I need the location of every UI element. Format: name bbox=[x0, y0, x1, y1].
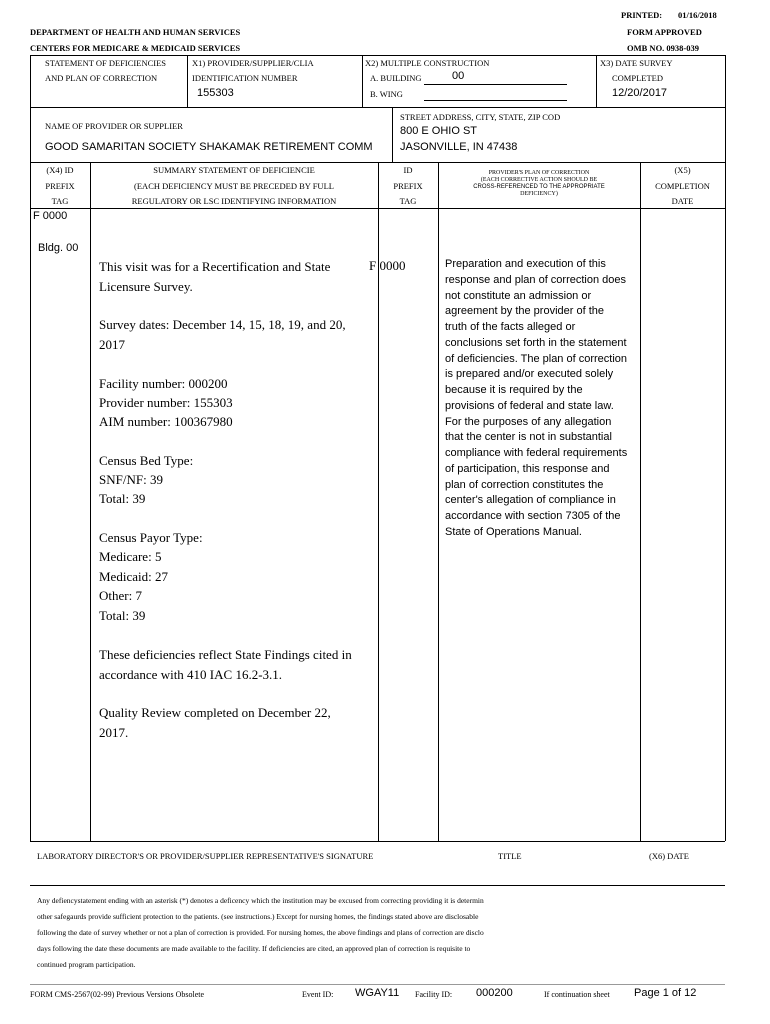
disclaimer-line3: following the date of survey whether or not a plan of correction is provided. For nursing homes, the above findings and plans of correction are disclo bbox=[37, 928, 484, 937]
title-label: TITLE bbox=[498, 851, 522, 861]
census-payor-type: Census Payor Type: bbox=[99, 530, 203, 545]
identification-number-label: IDENTIFICATION NUMBER bbox=[192, 73, 298, 83]
visit-description: This visit was for a Recertification and State Licensure Survey. bbox=[99, 259, 331, 294]
id-prefix-tag: F 0000 bbox=[369, 258, 406, 273]
plan-header-line4: DEFICIENCY) bbox=[520, 191, 558, 197]
census-bed-type: Census Bed Type: bbox=[99, 453, 194, 468]
form-approved-label: FORM APPROVED bbox=[627, 27, 702, 37]
medicaid-count: Medicaid: 27 bbox=[99, 569, 168, 584]
disclaimer-line1: Any defiencystatement ending with an asterisk (*) denotes a deficency which the institution may be excused from correcting providing it is determin bbox=[37, 896, 484, 905]
event-id-label: Event ID: bbox=[302, 990, 334, 999]
x4-header-line2: PREFIX bbox=[45, 181, 75, 191]
statement-label-line2: AND PLAN OF CORRECTION bbox=[45, 73, 158, 83]
signature-label: LABORATORY DIRECTOR'S OR PROVIDER/SUPPLIER REPRESENTATIVE'S SIGNATURE bbox=[37, 851, 374, 861]
x5-header-line1: (X5) bbox=[674, 165, 691, 175]
building-value: 00 bbox=[452, 70, 465, 82]
x4-header-line3: TAG bbox=[51, 196, 69, 206]
facility-id-value: 000200 bbox=[476, 987, 513, 999]
disclaimer-line2: other safegaurds provide sufficient protection to the patients. (see instructions.) Except for nursing homes, the findings stated above are disclosable bbox=[37, 912, 479, 921]
x6-date-label: (X6) DATE bbox=[649, 851, 689, 861]
survey-dates: Survey dates: December 14, 15, 18, 19, and 20, 2017 bbox=[99, 317, 346, 352]
centers-title: CENTERS FOR MEDICARE & MEDICAID SERVICES bbox=[30, 43, 241, 53]
plan-header-line3: CROSS-REFERENCED TO THE APPROPRIATE bbox=[473, 184, 605, 190]
continuation-label: If continuation sheet bbox=[544, 990, 610, 999]
page-number: Page 1 of 12 bbox=[634, 987, 697, 999]
plan-header-line1: PROVIDER'S PLAN OF CORRECTION bbox=[488, 170, 590, 176]
survey-date-value: 12/20/2017 bbox=[612, 87, 668, 99]
address-street: 800 E OHIO ST bbox=[400, 125, 478, 137]
building-tag: Bldg. 00 bbox=[38, 242, 79, 254]
statement-label-line1: STATEMENT OF DEFICIENCIES bbox=[45, 58, 167, 68]
quality-review-note: Quality Review completed on December 22, 2017. bbox=[99, 705, 331, 740]
x5-header-line3: DATE bbox=[671, 196, 694, 206]
plan-header-line2: (EACH CORRECTIVE ACTION SHOULD BE bbox=[480, 177, 598, 183]
provider-id-value: 155303 bbox=[197, 87, 234, 99]
event-id-value: WGAY11 bbox=[355, 987, 400, 999]
aim-number: AIM number: 100367980 bbox=[99, 414, 233, 429]
date-survey-label: X3) DATE SURVEY bbox=[600, 58, 673, 68]
other-count: Other: 7 bbox=[99, 588, 142, 603]
deficiency-tag: F 0000 bbox=[33, 210, 68, 222]
summary-header-line3: REGULATORY OR LSC IDENTIFYING INFORMATION bbox=[131, 196, 337, 206]
provider-number: Provider number: 155303 bbox=[99, 395, 233, 410]
street-address-label: STREET ADDRESS, CITY, STATE, ZIP COD bbox=[400, 112, 561, 122]
disclaimer-line5: continued program participation. bbox=[37, 960, 136, 969]
facility-number: Facility number: 000200 bbox=[99, 376, 228, 391]
facility-id-label: Facility ID: bbox=[415, 990, 453, 999]
summary-header-line2: (EACH DEFICIENCY MUST BE PRECEDED BY FULL bbox=[134, 181, 334, 191]
x4-header-line1: (X4) ID bbox=[46, 165, 74, 175]
provider-name-value: GOOD SAMARITAN SOCIETY SHAKAMAK RETIREMENT COMM bbox=[45, 141, 373, 153]
state-findings-note: These deficiencies reflect State Findings cited in accordance with 410 IAC 16.2-3.1. bbox=[99, 647, 352, 682]
printed-date: 01/16/2018 bbox=[678, 10, 717, 20]
medicare-count: Medicare: 5 bbox=[99, 549, 162, 564]
plan-of-correction-text: Preparation and execution of this response and plan of correction does not constitute an admission or agreement by the provider of the truth of the facts alleged or conclusions set forth in the statement of deficiencies. The plan of correction is prepared and/or executed solely because it is required by the provisions of federal and state law. For the purposes of any allegation that the center is not in substantial compliance with federal requirements of participation, this response and plan of correction constitutes the center's allegation of compliance in accordance with section 7305 of the State of Operations Manual. bbox=[445, 258, 628, 538]
building-label: A. BUILDING bbox=[370, 73, 422, 83]
x5-header-line2: COMPLETION bbox=[655, 181, 710, 191]
multiple-construction-label: X2) MULTIPLE CONSTRUCTION bbox=[365, 58, 490, 68]
payor-total: Total: 39 bbox=[99, 608, 146, 623]
omb-number: OMB NO. 0938-039 bbox=[627, 43, 700, 53]
id-header-line3: TAG bbox=[399, 196, 417, 206]
snf-nf-count: SNF/NF: 39 bbox=[99, 472, 163, 487]
id-header-line2: PREFIX bbox=[393, 181, 423, 191]
provider-name-label: NAME OF PROVIDER OR SUPPLIER bbox=[45, 121, 183, 131]
id-header-line1: ID bbox=[403, 165, 413, 175]
bed-total: Total: 39 bbox=[99, 491, 146, 506]
disclaimer-line4: days following the date these documents are made available to the facility. If deficiencies are cited, an approved plan of correction is requisite to bbox=[37, 944, 471, 953]
completed-label: COMPLETED bbox=[612, 73, 663, 83]
wing-label: B. WING bbox=[370, 89, 403, 99]
printed-label: PRINTED: bbox=[621, 10, 663, 20]
form-number: FORM CMS-2567(02-99) Previous Versions Obsolete bbox=[30, 990, 205, 999]
summary-header-line1: SUMMARY STATEMENT OF DEFICIENCIE bbox=[153, 165, 315, 175]
department-title: DEPARTMENT OF HEALTH AND HUMAN SERVICES bbox=[30, 27, 241, 37]
address-city: JASONVILLE, IN 47438 bbox=[400, 141, 518, 153]
provider-clia-label: X1) PROVIDER/SUPPLIER/CLIA bbox=[192, 58, 314, 68]
